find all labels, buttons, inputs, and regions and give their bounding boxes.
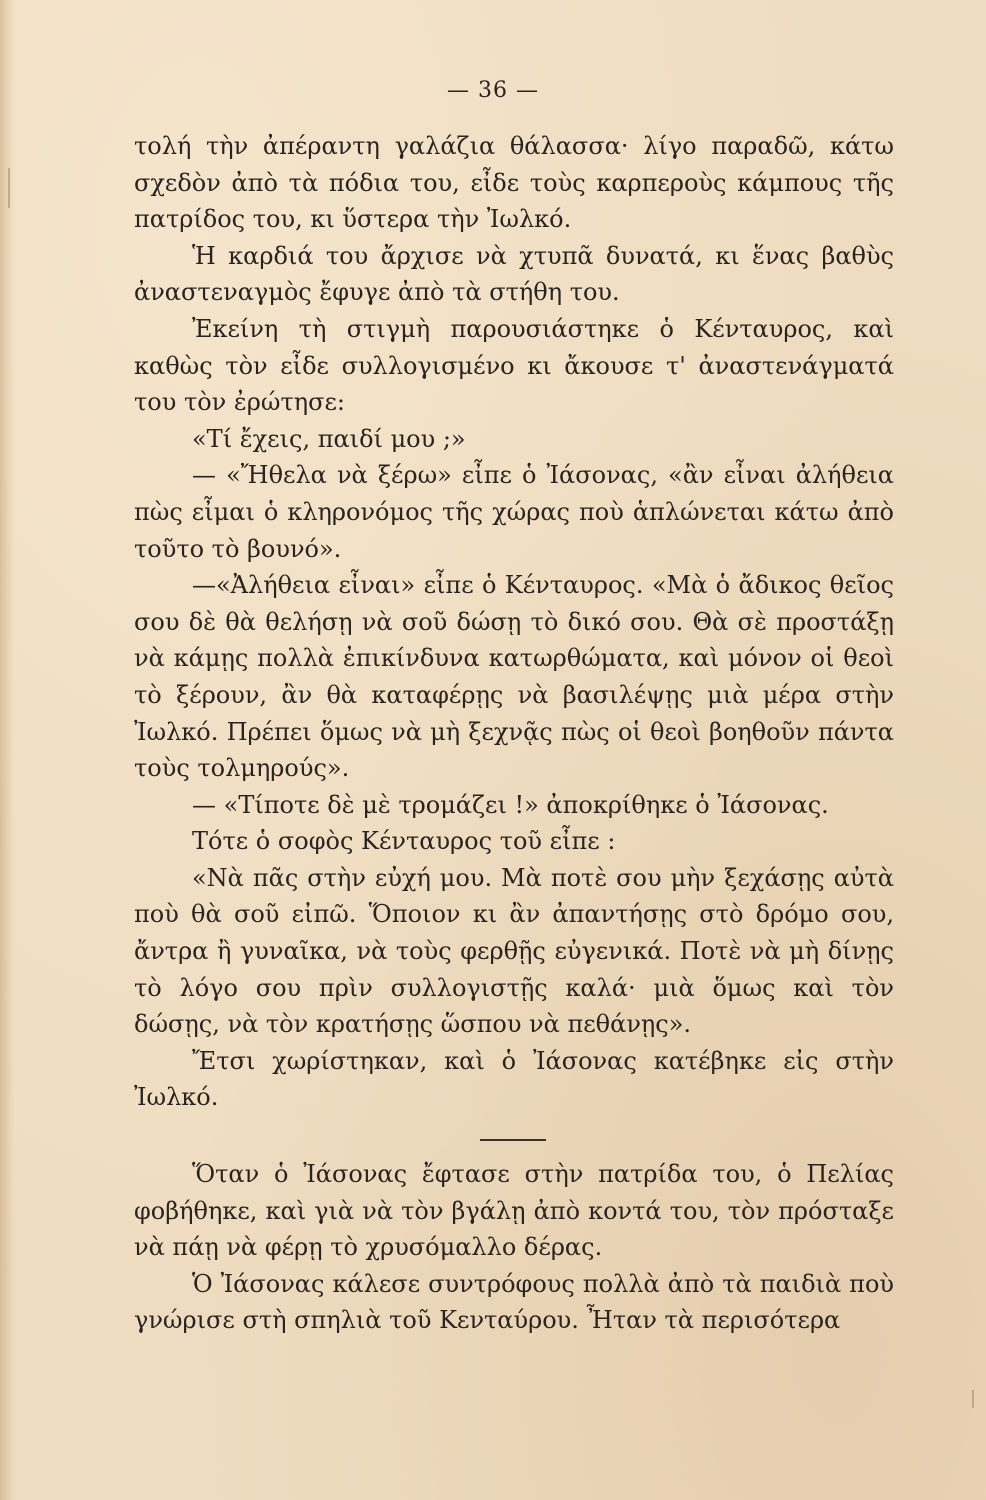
paragraph: — «Τίποτε δὲ μὲ τρομάζει !» ἀποκρίθηκε ὁ Ἰάσονας.	[192, 790, 829, 819]
paragraph: «Τί ἔχεις, παιδί μου ;»	[192, 424, 466, 453]
page-edge-shadow	[0, 0, 14, 1500]
paragraph: Ἡ καρδιά του ἄρχισε νὰ χτυπᾶ δυνατά, κι ἕνας βαθὺς ἀναστεναγμὸς ἔφυγε ἀπὸ τὰ στήθη του.	[134, 241, 894, 307]
margin-mark	[972, 1390, 974, 1408]
section-text	[134, 1156, 894, 1339]
page-number: — 36 —	[447, 78, 539, 103]
section-divider	[480, 1139, 546, 1141]
paragraph: Ὁ Ἰάσονας κάλεσε συντρόφους πολλὰ ἀπὸ τὰ παιδιὰ ποὺ γνώρισε στὴ σπηλιὰ τοῦ Κενταύρου. Ἦταν τὰ περισότερα	[134, 1269, 894, 1335]
paragraph: Τότε ὁ σοφὸς Κένταυρος τοῦ εἶπε :	[192, 827, 616, 856]
paragraph: —«Ἀλήθεια εἶναι» εἶπε ὁ Κένταυρος. «Μὰ ὁ ἄδικος θεῖος σου δὲ θὰ θελήσῃ νὰ σοῦ δώσῃ τὸ δικό σου. Θὰ σὲ προστάξῃ νὰ κάμῃς πολλὰ ἐπικίνδυνα κατωρθώματα, καὶ μόνον οἱ θεοὶ τὸ ξέρουν, ἂν θὰ καταφέρῃς νὰ βασιλέψῃς μιὰ μέρα στὴν Ἰωλκό. Πρέπει ὅμως νὰ μὴ ξεχνᾷς πὼς οἱ θεοὶ βοηθοῦν πάντα τοὺς τολμηρούς».	[134, 571, 894, 783]
paragraph: «Νὰ πᾶς στὴν εὐχή μου. Μὰ ποτὲ σου μὴν ξεχάσῃς αὐτὰ ποὺ θὰ σοῦ εἰπῶ. Ὅποιον κι ἂν ἀπαντήσῃς στὸ δρόμο σου, ἄντρα ἢ γυναῖκα, νὰ τοὺς φερθῇς εὐγενικά. Ποτὲ νὰ μὴ δίνῃς τὸ λόγο σου πρὶν συλλογιστῇς καλά· μιὰ ὅμως καὶ τὸν δώσῃς, νὰ τὸν κρατήσῃς ὥσπου νὰ πεθάνῃς».	[134, 863, 894, 1039]
main-text	[134, 128, 894, 1116]
paragraph: Ἐκείνη τὴ στιγμὴ παρουσιάστηκε ὁ Κένταυρος, καὶ καθὼς τὸν εἶδε συλλογισμένο κι ἄκουσε τ' ἀναστενάγματά του τὸν ἐρώτησε:	[134, 314, 894, 417]
paragraph: τολή τὴν ἀπέραντη γαλάζια θάλασσα· λίγο παραδῶ, κάτω σχεδὸν ἀπὸ τὰ πόδια του, εἶδε τοὺς καρπεροὺς κάμπους τῆς πατρίδος του, κι ὕστερα τὴν Ἰωλκό.	[134, 132, 894, 234]
paragraph: Ἔτσι χωρίστηκαν, καὶ ὁ Ἰάσονας κατέβηκε εἰς στὴν Ἰωλκό.	[134, 1046, 894, 1112]
margin-mark	[8, 168, 10, 208]
paragraph: Ὅταν ὁ Ἰάσονας ἔφτασε στὴν πατρίδα του, ὁ Πελίας φοβήθηκε, καὶ γιὰ νὰ τὸν βγάλῃ ἀπὸ κοντά του, τὸν πρόσταξε νὰ πάῃ νὰ φέρῃ τὸ χρυσόμαλλο δέρας.	[134, 1160, 894, 1262]
paragraph: — «Ἤθελα νὰ ξέρω» εἶπε ὁ Ἰάσονας, «ἂν εἶναι ἀλήθεια πὼς εἶμαι ὁ κληρονόμος τῆς χώρας ποὺ ἁπλώνεται κάτω ἀπὸ τοῦτο τὸ βουνό».	[134, 461, 894, 563]
